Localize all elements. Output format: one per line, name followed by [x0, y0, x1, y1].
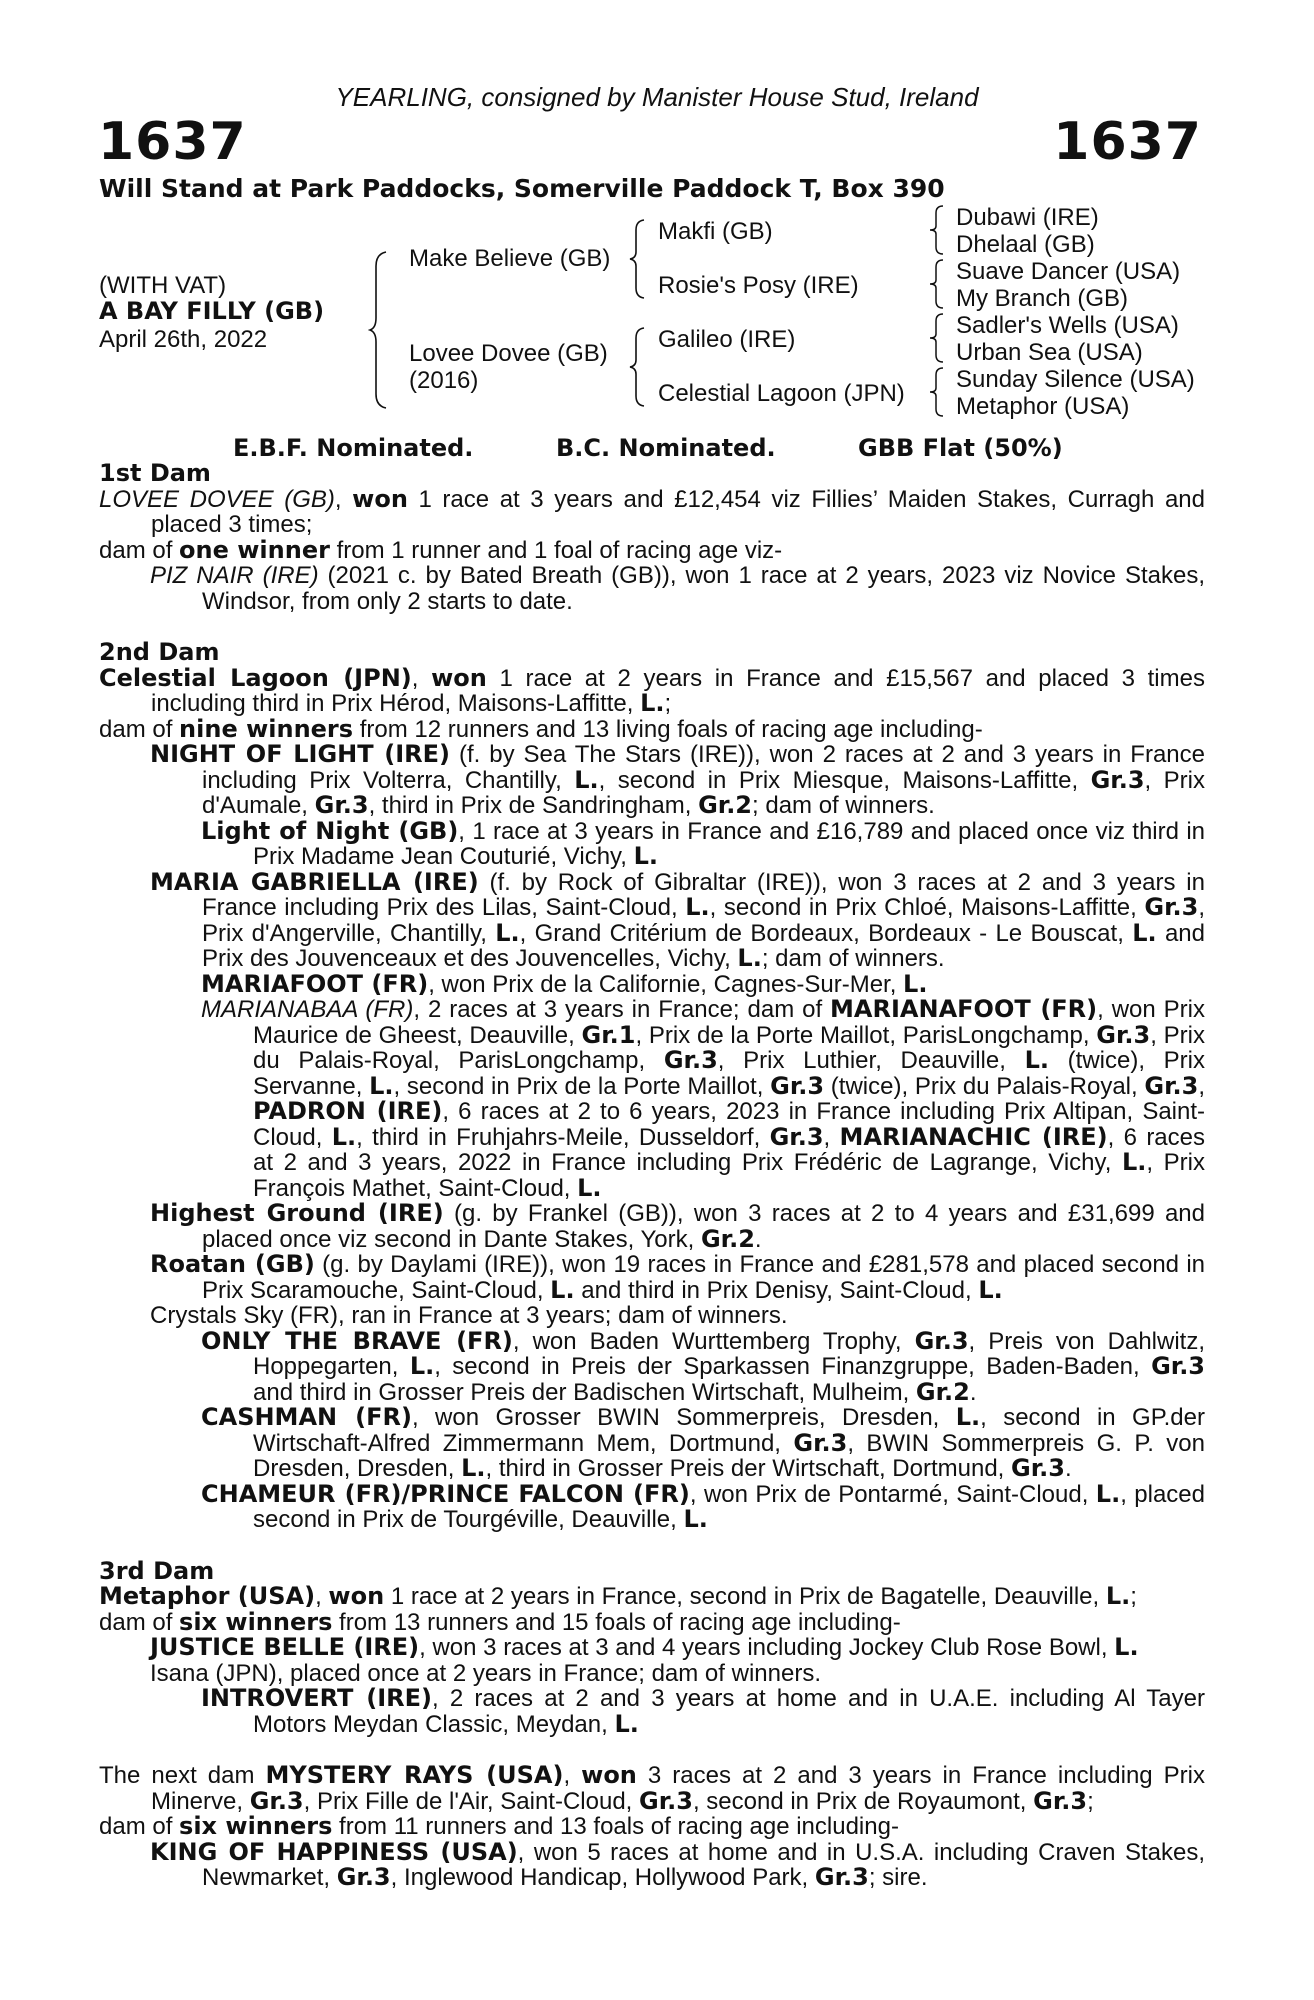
dam-section: [99, 1556, 1205, 1738]
sire-name: Make Believe (GB): [409, 245, 611, 272]
section-gap: [99, 1533, 1205, 1559]
grand-dam-1: Dhelaal (GB): [956, 231, 1095, 258]
grand-dam-2: My Branch (GB): [956, 285, 1129, 312]
pedigree-bracket-g4: [928, 366, 946, 418]
horse-name: A BAY FILLY (GB): [99, 297, 325, 325]
pedigree-entry: dam of nine winners from 12 runners and 13 living foals of racing age including-: [99, 714, 983, 743]
pedigree-entry: ONLY THE BRAVE (FR), won Baden Wurttemberg Trophy, Gr.3, Preis von Dahlwitz, Hoppegarten, L., second in Preis der Sparkassen Finanzgruppe, Baden-Baden, Gr.3 and third in Grosser Preis der Badischen Wirtschaft, Mulheim, Gr.2.: [201, 1326, 1206, 1406]
dam-name: Lovee Dovee (GB): [409, 340, 608, 367]
pedigree-entry: Light of Night (GB), 1 race at 3 years in France and £16,789 and placed once viz third in Prix Madame Jean Couturié, Vichy, L.: [201, 816, 1206, 870]
grand-dam-4: Metaphor (USA): [956, 393, 1130, 420]
section-title: 1st Dam: [99, 459, 211, 487]
pedigree-bracket-dam: [628, 326, 648, 408]
vat-note: (WITH VAT): [99, 272, 227, 299]
dam-dam: Celestial Lagoon (JPN): [658, 380, 905, 407]
pedigree-entry: JUSTICE BELLE (IRE), won 3 races at 3 and 4 years including Jockey Club Rose Bowl, L.: [150, 1633, 1139, 1661]
section-gap: [99, 1737, 1205, 1763]
pedigree-entry: LOVEE DOVEE (GB), won 1 race at 3 years and £12,454 viz Fillies’ Maiden Stakes, Curragh and placed 3 times;: [99, 484, 1205, 538]
pedigree-entry: Celestial Lagoon (JPN), won 1 race at 2 years in France and £15,567 and placed 3 times including third in Prix Hérod, Maisons-Laffitte, L.;: [99, 663, 1205, 717]
pedigree-entry: Highest Ground (IRE) (g. by Frankel (GB)), won 3 races at 2 to 4 years and £31,699 and placed once viz second in Dante Stakes, York, Gr.2.: [150, 1199, 1205, 1253]
pedigree-bracket-sire: [628, 218, 648, 300]
pedigree-entry: Crystals Sky (FR), ran in France at 3 years; dam of winners.: [150, 1302, 788, 1329]
pedigree-entry: Metaphor (USA), won 1 race at 2 years in France, second in Prix de Bagatelle, Deauville, L.;: [99, 1582, 1137, 1610]
grand-dam-3: Urban Sea (USA): [956, 339, 1143, 366]
bc-nomination: B.C. Nominated.: [556, 434, 776, 462]
pedigree-entry: PIZ NAIR (IRE) (2021 c. by Bated Breath (GB)), won 1 race at 2 years, 2023 viz Novice Stakes, Windsor, from only 2 starts to date.: [150, 562, 1205, 615]
pedigree-bracket-g3: [928, 312, 946, 364]
grand-sire-3: Sadler's Wells (USA): [956, 312, 1179, 339]
pedigree-entry: MARIA GABRIELLA (IRE) (f. by Rock of Gibraltar (IRE)), won 3 races at 2 and 3 years in France including Prix des Lilas, Saint-Cloud, L., second in Prix Chloé, Maisons-Laffitte, Gr.3, Prix d'Angerville, Chantilly, L., Grand Critérium de Bordeaux, Bordeaux - Le Bouscat, L. and Prix des Jouvenceaux et des Jouvencelles, Vichy, L.; dam of winners.: [150, 867, 1206, 972]
grand-sire-2: Suave Dancer (USA): [956, 258, 1181, 285]
section-gap: [99, 614, 1205, 640]
sire-dam: Rosie's Posy (IRE): [658, 272, 859, 299]
pedigree-entry: CASHMAN (FR), won Grosser BWIN Sommerpreis, Dresden, L., second in GP.der Wirtschaft-Alfred Zimmermann Mem, Dortmund, Gr.3, BWIN Sommerpreis G. P. von Dresden, Dresden, L., third in Grosser Preis der Wirtschaft, Dortmund, Gr.3.: [201, 1403, 1205, 1482]
stand-location: Will Stand at Park Paddocks, Somerville Paddock T, Box 390: [99, 174, 945, 203]
ebf-nomination: E.B.F. Nominated.: [233, 434, 474, 462]
section-title: 3rd Dam: [99, 1556, 215, 1585]
pedigree-notes: [99, 461, 1205, 1891]
pedigree-entry: dam of six winners from 13 runners and 15 foals of racing age including-: [99, 1607, 901, 1636]
pedigree-entry: dam of six winners from 11 runners and 13 foals of racing age including-: [99, 1812, 899, 1840]
dam-year: (2016): [409, 367, 479, 394]
gbb-flat: GBB Flat (50%): [858, 434, 1063, 462]
pedigree-entry: MARIANABAA (FR), 2 races at 3 years in France; dam of MARIANAFOOT (FR), won Prix Maurice de Gheest, Deauville, Gr.1, Prix de la Porte Maillot, ParisLongchamp, Gr.3, Prix du Palais-Royal, ParisLongchamp, Gr.3, Prix Luthier, Deauville, L. (twice), Prix Servanne, L., second in Prix de la Porte Maillot, Gr.3 (twice), Prix du Palais-Royal, Gr.3, PADRON (IRE), 6 races at 2 to 6 years, 2023 in France including Prix Altipan, Saint-Cloud, L., third in Fruhjahrs-Meile, Dusseldorf, Gr.3, MARIANACHIC (IRE), 6 races at 2 and 3 years, 2022 in France including Prix Frédéric de Lagrange, Vichy, L., Prix François Mathet, Saint-Cloud, L.: [201, 995, 1206, 1202]
pedigree-bracket-g2: [928, 258, 946, 310]
pedigree-entry: Isana (JPN), placed once at 2 years in France; dam of winners.: [150, 1659, 821, 1687]
grand-sire-4: Sunday Silence (USA): [956, 366, 1195, 393]
sire-sire: Makfi (GB): [658, 218, 773, 245]
pedigree-entry: INTROVERT (IRE), 2 races at 2 and 3 years at home and in U.A.E. including Al Tayer Motors Meydan Classic, Meydan, L.: [201, 1684, 1205, 1738]
pedigree-entry: KING OF HAPPINESS (USA), won 5 races at home and in U.S.A. including Craven Stakes, Newmarket, Gr.3, Inglewood Handicap, Hollywood Park, Gr.3; sire.: [150, 1837, 1206, 1891]
pedigree-entry: CHAMEUR (FR)/PRINCE FALCON (FR), won Prix de Pontarmé, Saint-Cloud, L., placed second in Prix de Tourgéville, Deauville, L.: [201, 1479, 1205, 1533]
dam-section: [99, 640, 1205, 1533]
pedigree-bracket-g1: [928, 204, 946, 256]
lot-number-left: 1637: [98, 112, 247, 172]
pedigree-entry: The next dam MYSTERY RAYS (USA), won 3 races at 2 and 3 years in France including Prix Minerve, Gr.3, Prix Fille de l'Air, Saint-Cloud, Gr.3, second in Prix de Royaumont, Gr.3;: [99, 1761, 1205, 1815]
pedigree-entry: NIGHT OF LIGHT (IRE) (f. by Sea The Stars (IRE)), won 2 races at 2 and 3 years in France including Prix Volterra, Chantilly, L., second in Prix Miesque, Maisons-Laffitte, Gr.3, Prix d'Aumale, Gr.3, third in Prix de Sandringham, Gr.2; dam of winners.: [150, 740, 1206, 819]
consignment-header: YEARLING, consigned by Manister House Stud, Ireland: [335, 82, 979, 112]
pedigree-entry: Roatan (GB) (g. by Daylami (IRE)), won 19 races in France and £281,578 and placed second in Prix Scaramouche, Saint-Cloud, L. and third in Prix Denisy, Saint-Cloud, L.: [150, 1250, 1206, 1304]
foaling-date: April 26th, 2022: [99, 326, 268, 353]
grand-sire-1: Dubawi (IRE): [956, 204, 1099, 231]
section-title: 2nd Dam: [99, 638, 220, 666]
pedigree-entry: dam of one winner from 1 runner and 1 foal of racing age viz-: [99, 535, 783, 564]
lot-number-right: 1637: [1053, 112, 1202, 172]
dam-section: [99, 1763, 1205, 1891]
dam-sire: Galileo (IRE): [658, 326, 796, 353]
pedigree-entry: MARIAFOOT (FR), won Prix de la Californie, Cagnes-Sur-Mer, L.: [201, 969, 928, 998]
pedigree-bracket-main: [368, 250, 392, 410]
dam-section: [99, 461, 1205, 614]
